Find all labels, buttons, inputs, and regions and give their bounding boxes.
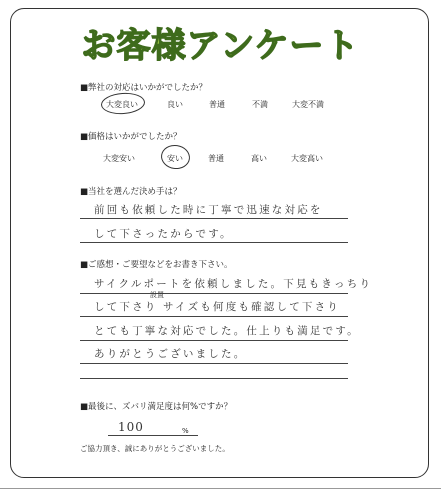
option-price-cheap[interactable]: 安い: [167, 154, 183, 163]
answer-feedback-line-3: とても丁寧な対応でした。仕上りも満足です。: [94, 325, 360, 337]
insert-note: 設置: [150, 291, 164, 299]
option-price-very-expensive[interactable]: 大変高い: [291, 154, 323, 163]
thanks-message: ご協力頂き、誠にありがとうございました。: [80, 444, 230, 453]
answer-reason: [80, 200, 348, 245]
question-price: ■価格はいかがでしたか？: [80, 132, 182, 142]
answer-reason-line-2: して下さったからです。: [94, 228, 233, 240]
answer-line: [80, 363, 348, 364]
answer-reason-line-1: 前回も依頼した時に丁寧で迅速な対応を: [94, 204, 323, 216]
answer-feedback-line-2: して下さり サイズも何度も確認して下さり: [94, 301, 340, 313]
question-service: ■弊社の対応はいかがでしたか？: [80, 83, 208, 93]
option-price-expensive[interactable]: 高い: [251, 154, 267, 163]
answer-feedback: [80, 273, 373, 383]
satisfaction-value[interactable]: 100: [118, 420, 144, 434]
question-feedback: ■ご感想・ご要望などをお書き下さい。: [80, 260, 233, 270]
satisfaction-line: [108, 435, 198, 436]
bottom-divider: [0, 488, 441, 489]
option-service-very-dissatisfied[interactable]: 大変不満: [292, 100, 324, 109]
option-service-good[interactable]: 良い: [167, 100, 183, 109]
option-service-normal[interactable]: 普通: [209, 100, 225, 109]
answer-feedback-line-1: サイクルポートを依頼しました。下見もきっちり: [94, 278, 373, 290]
option-service-very-good[interactable]: 大変良い: [106, 100, 138, 109]
survey-title: お客様アンケート: [81, 26, 360, 66]
answer-line: [80, 293, 348, 294]
answer-line: [80, 378, 348, 379]
answer-line: [80, 316, 348, 317]
satisfaction-unit: %: [182, 427, 189, 435]
answer-line: [80, 340, 348, 341]
answer-feedback-line-4: ありがとうございました。: [94, 348, 247, 360]
option-price-normal[interactable]: 普通: [208, 154, 224, 163]
answer-line: [80, 218, 348, 219]
option-service-dissatisfied[interactable]: 不満: [252, 100, 268, 109]
option-price-very-cheap[interactable]: 大変安い: [103, 154, 135, 163]
question-satisfaction: ■最後に、ズバリ満足度は何%ですか？: [80, 402, 233, 412]
answer-line: [80, 242, 348, 243]
question-reason: ■当社を選んだ決め手は？: [80, 187, 182, 197]
